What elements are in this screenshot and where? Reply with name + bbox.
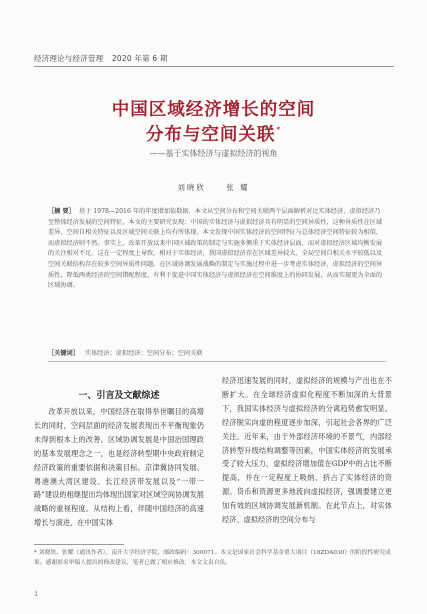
header-divider: [34, 66, 394, 67]
footnote-mark: *: [276, 125, 282, 134]
page-number: 1: [34, 590, 39, 598]
authors: [0, 182, 427, 193]
keywords-divider: [48, 361, 386, 362]
left-column: [34, 405, 204, 530]
right-column: [222, 374, 392, 527]
issue-number: 2020 年第 6 期: [111, 54, 168, 63]
section-heading: 一、引言及文献综述: [78, 391, 160, 401]
keywords-label: ［关键词］: [48, 350, 79, 357]
abstract-label: ［摘 要］: [48, 208, 75, 215]
article-title-line2-text: 分布与空间关联: [145, 125, 276, 145]
article-title-line2: [0, 121, 427, 146]
left-paragraph: 改革开放以来，中国经济在取得举世瞩目的高增长的同时，空间层面的经济发展表现出不平衡现象仍未得到根本上的改善。区域协调发展是中国治国理政的基本发展理念之一，也是经济转型期中央政府制定经济政策的重要依据和决策目标。京津冀协同发展、粤港澳大湾区建设、长江经济带发展以及“一带一路”建设的相继提出均体现出国家对区域空间协调发展战略的重视程度。从结构上看，伴随中国经济的高速增长与演进，在中国实体: [34, 407, 204, 528]
right-paragraph: 经济迅速发展的同时，虚拟经济的规模与产出也在不断扩大。在全球经济虚拟化程度不断加深的大背景下，我国实体经济与虚拟经济的分离趋势愈发明显。经济脱实向虚的程度逐步加深，引起社会各界的广泛关注。近年来，由于外部经济环境的不景气，内部经济转型升级结构调整等因素，中国实体经济的发展承受了较大压力，虚拟经济增加值在GDP中的占比不断提高，并在一定程度上吸纳、挤占了实体经济的资源。货币和资源更多地流向虚拟经济，强调要建立更加有效的区域协调发展新机制。在此节点上，对实体经济、虚拟经济的空间分布与: [222, 376, 392, 525]
author-2: 张 耀: [226, 183, 250, 192]
keywords-text: 实体经济；虚拟经济；空间分布；空间关联: [84, 350, 203, 357]
abstract: [48, 207, 386, 292]
article-subtitle: ——基于实体经济与虚拟经济的视角: [149, 149, 278, 158]
journal-header: [34, 53, 174, 64]
author-1: 刘晓欣: [177, 183, 206, 192]
keywords: [48, 348, 386, 357]
article-title-line1: 中国区域经济增长的空间: [111, 100, 316, 120]
abstract-text: 基于 1978—2016 年的年度增加值数据，本文从空间分布和空间关联两个层面解析对比实体经济、虚拟经济乃至整体经济发展的空间特征。本文的主要研究发现：中国的实体经济与虚拟经济具有明显的空间异质性，这种异质性在区域差异、空间自相关特征以及区域空间关联上均有所体现。本文发现中国实体经济的空间特征与总体经济空间特征较为相似，而虚拟经济则不然。事实上，改革开放以来中国区域政策的制定与实施多侧重于实体经济层面，而对虚拟经济区域均衡发展的关注相对不足。这在一定程度上导致，相对于实体经济，我国虚拟经济存在区域差异较大、全局空间自相关水平较低以及空间关联结构存在较多空间异质性问题。在区域协调发展战略的制定与实施过程中进一步考虑实体经济、虚拟经济的空间异质性，降低两类经济的空间错配程度，有利于促进中国实体经济与虚拟经济在空间维度上的协同发展，从而实现更为全面的区域协调。: [48, 208, 383, 290]
footnote-divider: [34, 544, 124, 545]
journal-name: 经济理论与经济管理: [34, 54, 104, 63]
footnote: * 刘晓欣、张耀（通讯作者），南开大学经济学院，邮政编码：300071。本文是国家社会科学基金重大项目（18ZDA030）的阶段性研究成果。感谢匿名审稿人提出的修改建议，笔者已做了相应修改，本文文责自负。: [34, 550, 391, 566]
